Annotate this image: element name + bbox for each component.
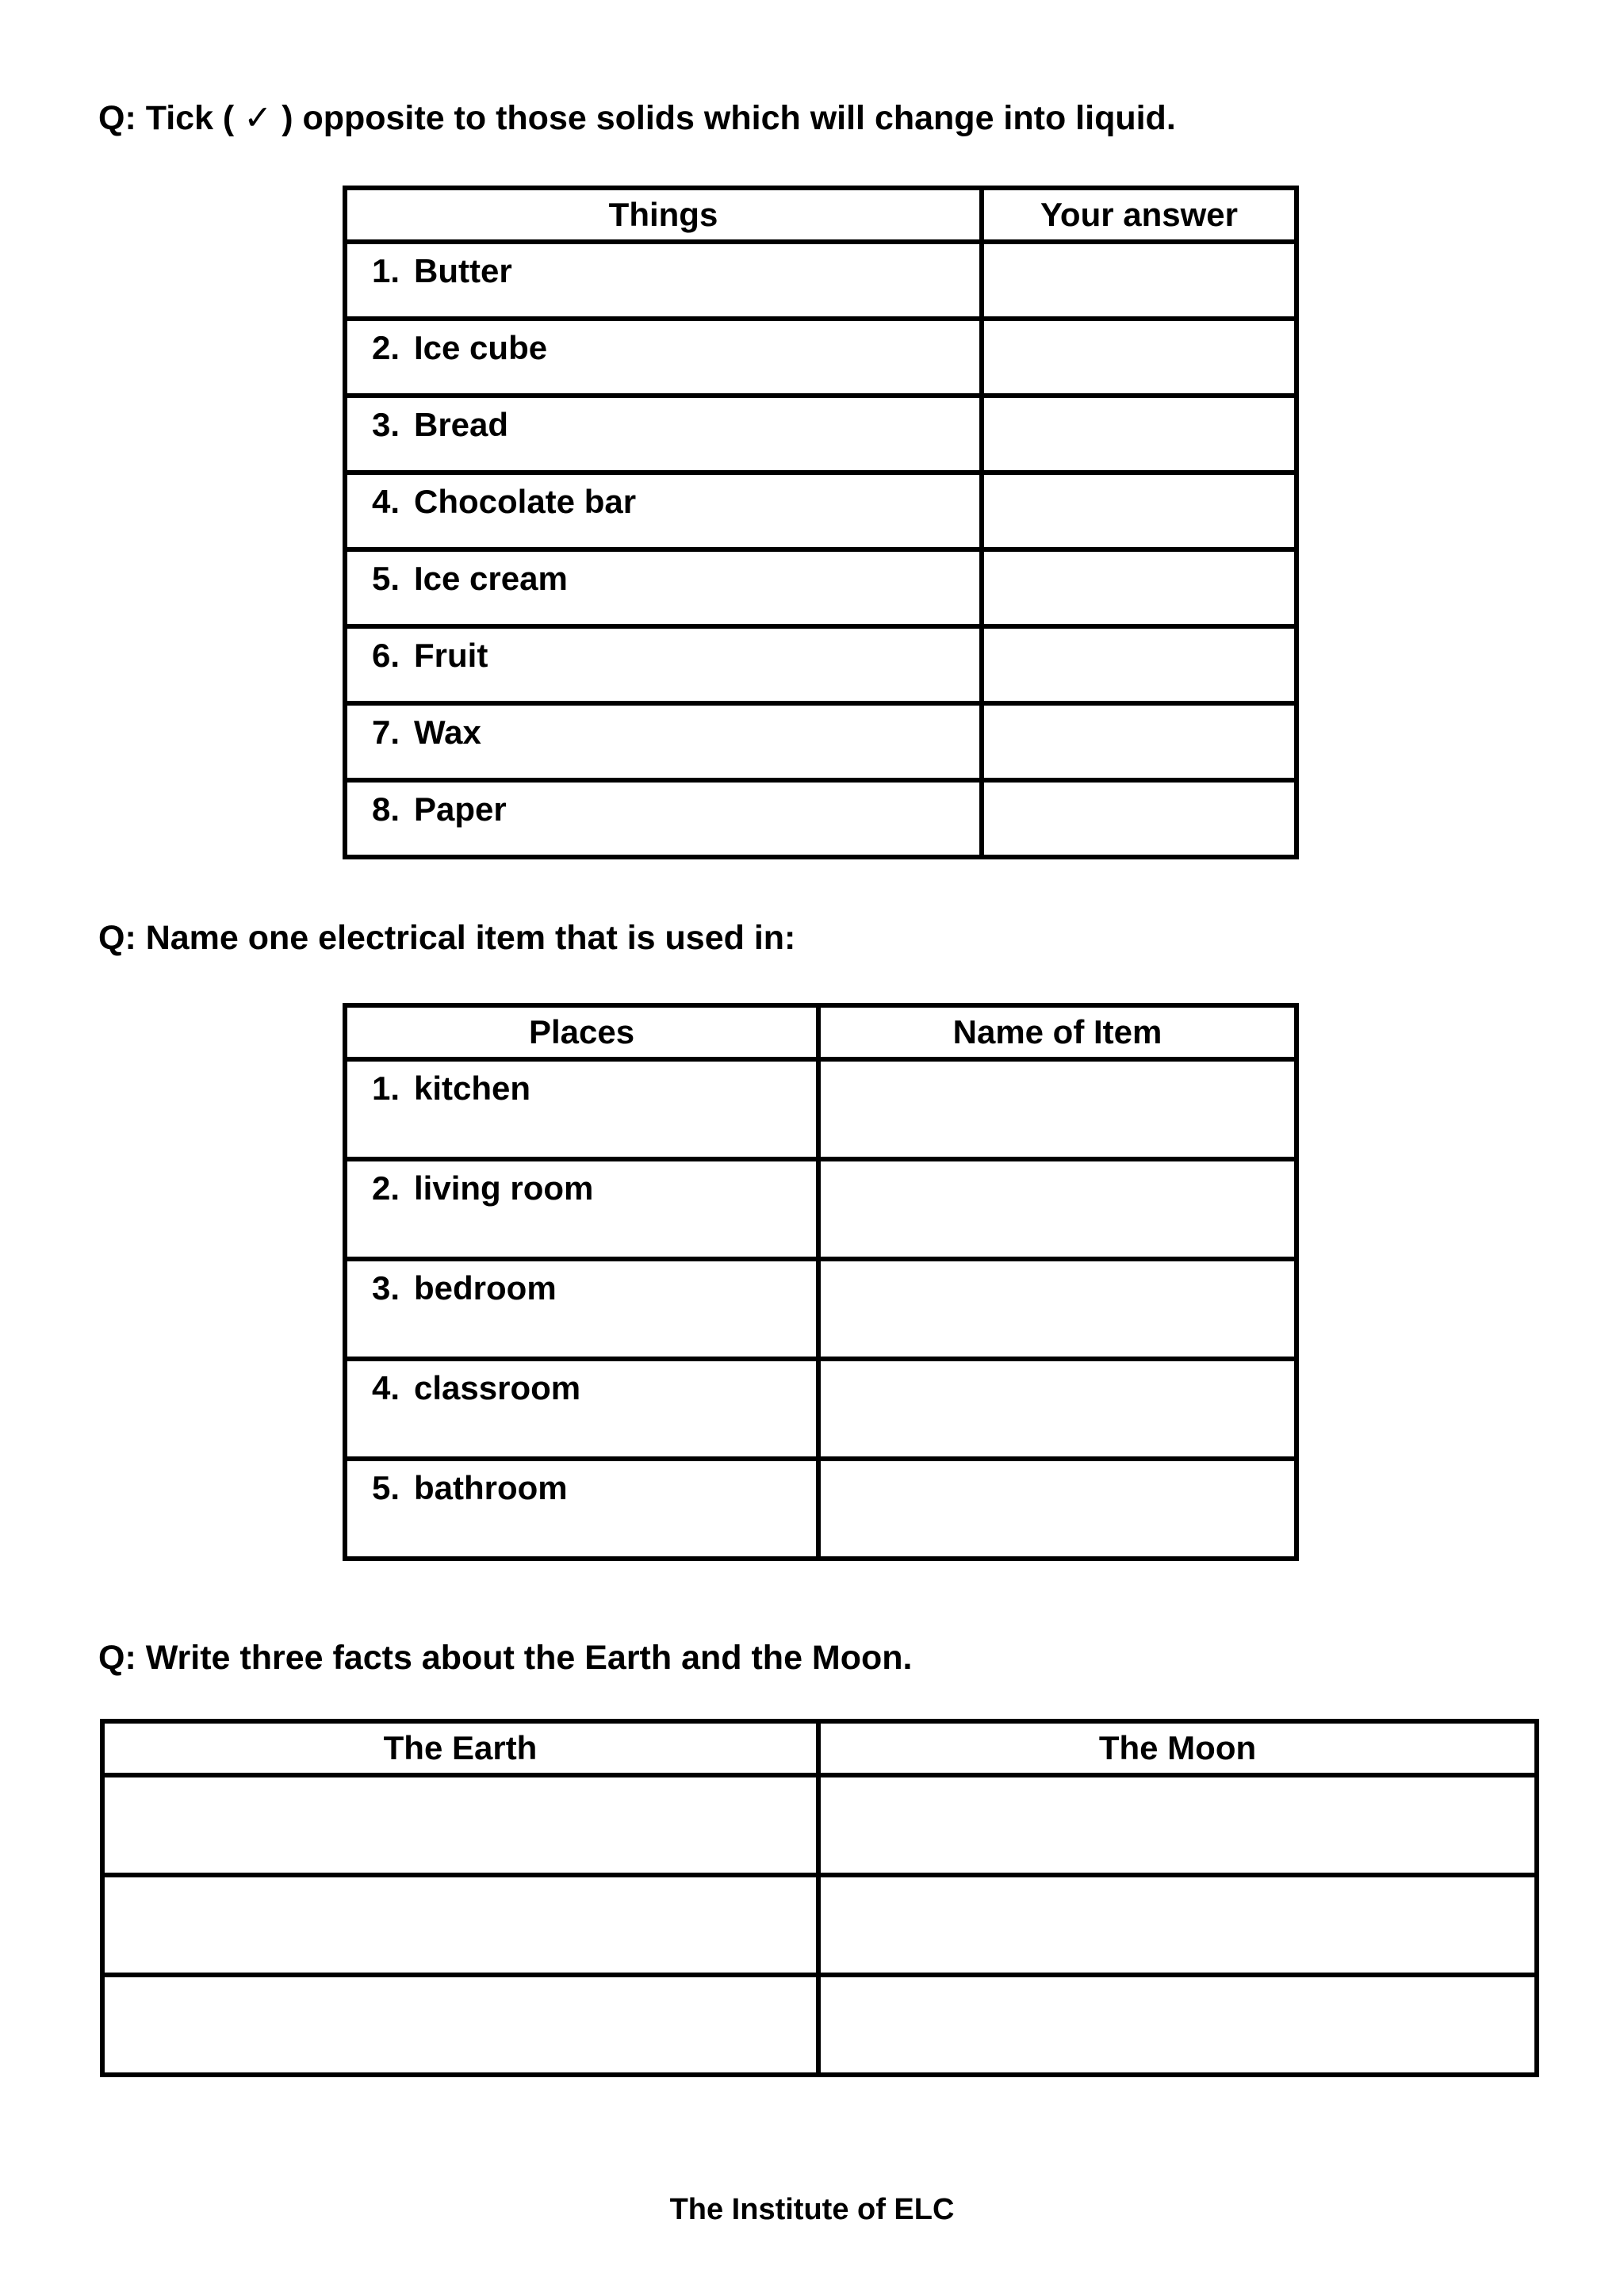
question-1 (98, 98, 1176, 138)
item-number: 5. (371, 1469, 400, 1506)
item-number: 7. (371, 714, 400, 751)
answer-cell[interactable] (982, 549, 1297, 626)
question-3: Q: Write three facts about the Earth and the Moon. (98, 1639, 913, 1677)
table-row (102, 1975, 1537, 2075)
place-label: classroom (414, 1369, 581, 1406)
table-row (345, 703, 1297, 780)
answer-cell[interactable] (818, 1359, 1297, 1459)
checkmark-icon: ✓ (243, 98, 273, 138)
answer-cell[interactable] (982, 703, 1297, 780)
earth-fact-cell[interactable] (102, 1975, 818, 2075)
item-label: Chocolate bar (414, 483, 637, 520)
item-label: Fruit (414, 637, 488, 674)
table-row (345, 1459, 1297, 1559)
table-row (345, 1259, 1297, 1359)
table-row (345, 319, 1297, 396)
answer-cell[interactable] (982, 626, 1297, 703)
place-label: bedroom (414, 1269, 557, 1307)
item-number: 8. (371, 790, 400, 828)
electrical-items-table (343, 1003, 1299, 1561)
table-row (345, 242, 1297, 319)
answer-cell[interactable] (982, 242, 1297, 319)
question-2: Q: Name one electrical item that is used in: (98, 919, 796, 957)
item-label: Paper (414, 790, 507, 828)
answer-cell[interactable] (982, 473, 1297, 549)
item-label: Bread (414, 406, 509, 443)
item-number: 4. (371, 483, 400, 520)
the-earth-header: The Earth (102, 1721, 818, 1775)
table-row (345, 473, 1297, 549)
table-row (345, 1059, 1297, 1159)
answer-cell[interactable] (982, 780, 1297, 857)
item-label: Wax (414, 714, 481, 751)
item-number: 4. (371, 1369, 400, 1406)
table-row (345, 396, 1297, 473)
moon-fact-cell[interactable] (818, 1975, 1537, 2075)
solids-table (343, 186, 1299, 859)
places-header: Places (345, 1005, 818, 1059)
your-answer-header: Your answer (982, 188, 1297, 242)
answer-cell[interactable] (818, 1059, 1297, 1159)
moon-fact-cell[interactable] (818, 1875, 1537, 1975)
answer-cell[interactable] (818, 1159, 1297, 1259)
answer-cell[interactable] (818, 1459, 1297, 1559)
table-row (345, 1159, 1297, 1259)
item-number: 2. (371, 1169, 400, 1207)
item-label: Ice cream (414, 560, 568, 597)
question-1-suffix: ) opposite to those solids which will change into liquid. (282, 99, 1176, 137)
table-row (345, 549, 1297, 626)
item-number: 6. (371, 637, 400, 674)
footer: The Institute of ELC (669, 2193, 955, 2226)
item-number: 5. (371, 560, 400, 597)
item-number: 3. (371, 406, 400, 443)
earth-moon-table (100, 1719, 1539, 2077)
place-label: living room (414, 1169, 594, 1207)
item-number: 2. (371, 329, 400, 366)
earth-fact-cell[interactable] (102, 1775, 818, 1875)
things-header: Things (345, 188, 982, 242)
earth-fact-cell[interactable] (102, 1875, 818, 1975)
table-row (345, 626, 1297, 703)
item-number: 1. (371, 1070, 400, 1107)
moon-fact-cell[interactable] (818, 1775, 1537, 1875)
item-number: 3. (371, 1269, 400, 1307)
item-number: 1. (371, 252, 400, 289)
table-row (102, 1875, 1537, 1975)
place-label: kitchen (414, 1070, 531, 1107)
the-moon-header: The Moon (818, 1721, 1537, 1775)
table-row (345, 780, 1297, 857)
table-row (345, 1359, 1297, 1459)
name-of-item-header: Name of Item (818, 1005, 1297, 1059)
place-label: bathroom (414, 1469, 568, 1506)
table-row (102, 1775, 1537, 1875)
answer-cell[interactable] (982, 319, 1297, 396)
question-1-prefix: Q: Tick ( (98, 99, 235, 137)
item-label: Ice cube (414, 329, 548, 366)
answer-cell[interactable] (818, 1259, 1297, 1359)
answer-cell[interactable] (982, 396, 1297, 473)
item-label: Butter (414, 252, 512, 289)
